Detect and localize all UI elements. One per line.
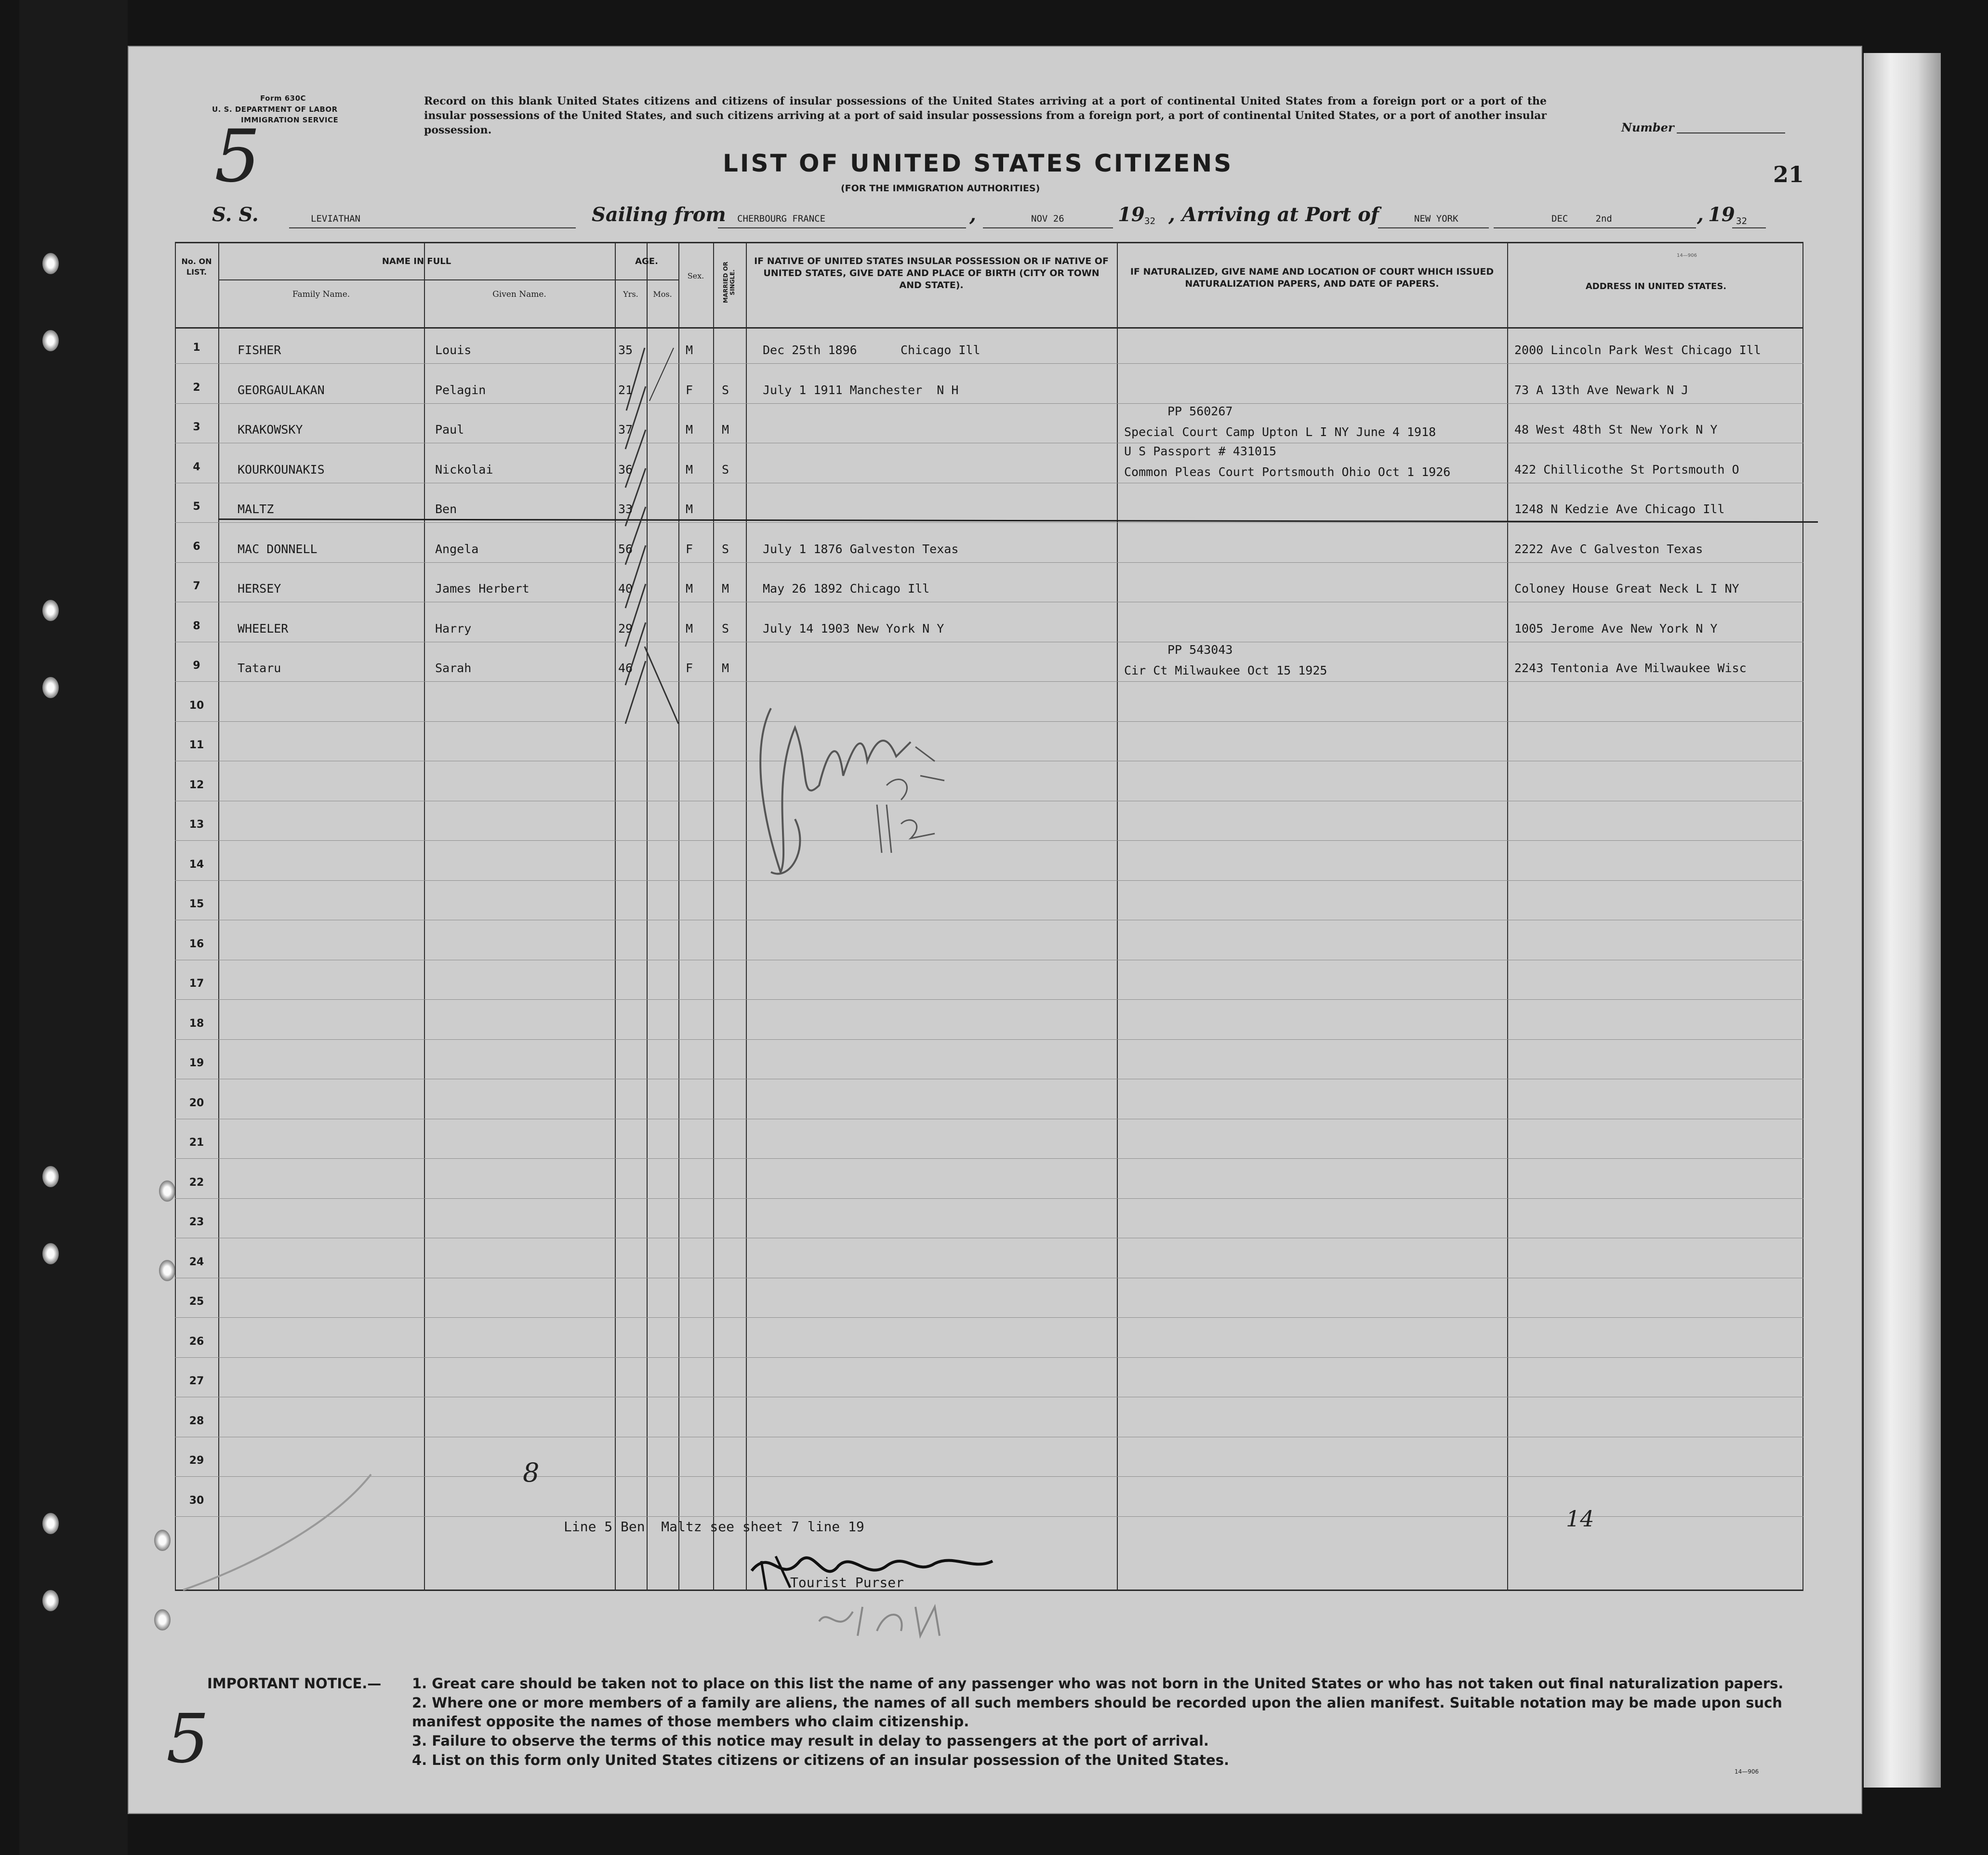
- family-name-cell: Tataru: [238, 661, 281, 675]
- sex-cell: M: [686, 462, 693, 477]
- age-years-cell: 35: [618, 343, 633, 357]
- line-number: 25: [189, 1296, 204, 1308]
- address-cell: 2000 Lincoln Park West Chicago Ill: [1514, 343, 1761, 357]
- ruled-line: [175, 522, 1803, 523]
- binder-hole: [159, 1260, 175, 1281]
- binder-hole: [42, 1243, 59, 1264]
- age-years-cell: 56: [618, 542, 633, 556]
- notice-item-2: 2. Where one or more members of a family are aliens, the names of all such members should be recorded upon the alien manifest. Suitable notation may be made upon such manifest opposite the names of those members who claim citizenship.: [412, 1695, 1782, 1730]
- handwritten-fourteen: 14: [1566, 1506, 1594, 1532]
- line-number: 17: [189, 978, 204, 990]
- number-line: [1677, 132, 1785, 133]
- given-name-cell: James Herbert: [435, 582, 530, 596]
- ruled-line: [175, 721, 1803, 722]
- address-cell: 2222 Ave C Galveston Texas: [1514, 542, 1703, 556]
- sex-cell: M: [686, 423, 693, 437]
- table-top-border: [175, 242, 1803, 243]
- header-address: ADDRESS IN UNITED STATES.: [1585, 281, 1727, 292]
- departure-line: [718, 227, 966, 228]
- address-cell: 73 A 13th Ave Newark N J: [1514, 383, 1689, 397]
- age-years-cell: 37: [618, 423, 633, 437]
- col-border: [713, 242, 714, 1591]
- ship-line: [289, 227, 576, 228]
- line-number: 8: [193, 620, 200, 632]
- birth-info-cell: July 14 1903 New York N Y: [763, 621, 944, 636]
- arrival-year-line: [1732, 227, 1766, 228]
- family-name-cell: GEORGAULAKAN: [238, 383, 325, 397]
- comma-sep: ,: [969, 203, 976, 226]
- line-number: 12: [189, 779, 204, 791]
- ruled-line: [175, 562, 1803, 563]
- arriving-label: , Arriving at Port of: [1168, 203, 1379, 226]
- ruled-line: [175, 840, 1803, 841]
- sheet-number: 21: [1773, 161, 1804, 187]
- line-number: 7: [193, 580, 200, 592]
- departure-port: CHERBOURG FRANCE: [737, 213, 826, 224]
- header-naturalized: IF NATURALIZED, GIVE NAME AND LOCATION OF COURT WHICH ISSUED NATURALIZATION PAPERS, AND DATE OF PAPERS.: [1130, 266, 1494, 289]
- naturalization-cell: Special Court Camp Upton L I NY June 4 1918: [1124, 425, 1436, 439]
- birth-info-cell: Dec 25th 1896 Chicago Ill: [763, 343, 981, 357]
- page-title: LIST OF UNITED STATES CITIZENS: [723, 149, 1233, 177]
- line-number: 23: [189, 1216, 204, 1228]
- line-number: 1: [193, 342, 200, 354]
- header-no: No. ON LIST.: [181, 257, 212, 277]
- header-given-name: Given Name.: [492, 290, 546, 299]
- binder-hole: [159, 1180, 175, 1202]
- given-name-cell: Sarah: [435, 661, 472, 675]
- binder-hole: [42, 330, 59, 351]
- given-name-cell: Nickolai: [435, 462, 493, 477]
- address-cell: 422 Chillicothe St Portsmouth O: [1514, 462, 1739, 477]
- binder-hole: [42, 1166, 59, 1187]
- passport-number-cell: U S Passport # 431015: [1124, 444, 1277, 458]
- arrival-port-line: [1378, 227, 1489, 228]
- ss-label: S. S.: [212, 203, 259, 226]
- ruled-line: [175, 1476, 1803, 1477]
- col-border: [1117, 242, 1118, 1591]
- header-married: MARRIED OR SINGLE.: [722, 262, 736, 303]
- service: IMMIGRATION SERVICE: [241, 116, 339, 124]
- line-number: 2: [193, 381, 200, 394]
- family-name-cell: KOURKOUNAKIS: [238, 462, 325, 477]
- line-number: 21: [189, 1137, 204, 1149]
- ruled-line: [175, 1516, 1803, 1517]
- binder-hole: [42, 1590, 59, 1611]
- line-number: 14: [189, 858, 204, 871]
- given-name-cell: Louis: [435, 343, 472, 357]
- family-name-cell: FISHER: [238, 343, 281, 357]
- line-number: 6: [193, 540, 200, 553]
- arrival-date-line: [1494, 227, 1696, 228]
- marital-status-cell: M: [722, 582, 729, 596]
- notice-item-4: 4. List on this form only United States citizens or citizens of an insular possession of the United States.: [412, 1752, 1229, 1768]
- family-name-cell: MALTZ: [238, 502, 274, 516]
- ruled-line: [175, 1158, 1803, 1159]
- line-number: 20: [189, 1097, 204, 1109]
- arrival-port: NEW YORK: [1414, 213, 1458, 224]
- naturalization-cell: Common Pleas Court Portsmouth Ohio Oct 1 1926: [1124, 464, 1451, 479]
- printer-mark: 14—906: [1677, 253, 1697, 258]
- comma-sep-2: ,: [1697, 203, 1704, 226]
- col-border: [1802, 242, 1803, 1591]
- age-subheader-line: [615, 279, 678, 280]
- naturalization-cell: Cir Ct Milwaukee Oct 15 1925: [1124, 663, 1327, 677]
- ruled-line: [175, 363, 1803, 364]
- ruled-line: [175, 1317, 1803, 1318]
- ruled-line: [175, 403, 1803, 404]
- ruled-line: [175, 1039, 1803, 1040]
- instruction-text: Record on this blank United States citizens and citizens of insular possessions of the United States arriving at a port of continental United States from a foreign port or a port of the insular possessions of the United States, and such citizens arriving at a port of said insular possessions from a foreign port, a port of continental United States, or a port of another insular possession.: [424, 95, 1547, 136]
- notice-item-1: 1. Great care should be taken not to place on this list the name of any passenger who was not born in the United States or who has not taken out final naturalization papers.: [412, 1675, 1784, 1692]
- line-number: 16: [189, 938, 204, 950]
- name-subheader-line: [218, 279, 615, 280]
- age-years-cell: 36: [618, 462, 633, 477]
- family-name-cell: WHEELER: [238, 621, 289, 636]
- binder-hole: [42, 677, 59, 698]
- header-name-in-full: NAME IN FULL: [382, 256, 451, 266]
- header-mos: Mos.: [653, 290, 672, 299]
- notice-item-3: 3. Failure to observe the terms of this notice may result in delay to passengers at the port of arrival.: [412, 1733, 1209, 1749]
- header-yrs: Yrs.: [623, 290, 638, 299]
- address-cell: 2243 Tentonia Ave Milwaukee Wisc: [1514, 661, 1747, 675]
- form-number: Form 630C: [260, 94, 306, 103]
- marital-status-cell: S: [722, 462, 729, 477]
- passenger-table: [175, 242, 1803, 1591]
- header-bottom-border: [175, 327, 1803, 329]
- number-label: Number: [1621, 120, 1674, 134]
- ruled-line: [175, 1357, 1803, 1358]
- binder-hole: [42, 1513, 59, 1534]
- line-number: 5: [193, 501, 200, 513]
- line-number: 19: [189, 1057, 204, 1069]
- header-age: AGE.: [635, 256, 658, 266]
- page-stack-edge: [1864, 53, 1941, 1788]
- line-number: 11: [189, 739, 204, 751]
- ruled-line: [175, 681, 1803, 682]
- purser-title: Tourist Purser: [790, 1575, 904, 1590]
- line-number: 3: [193, 421, 200, 433]
- line-number: 26: [189, 1335, 204, 1348]
- footer-code: 14—906: [1735, 1768, 1759, 1775]
- sex-cell: M: [686, 343, 693, 357]
- handwritten-eight: 8: [523, 1458, 540, 1488]
- marital-status-cell: M: [722, 661, 729, 675]
- col-border: [1507, 242, 1508, 1591]
- given-name-cell: Ben: [435, 502, 457, 516]
- age-years-cell: 40: [618, 582, 633, 596]
- department: U. S. DEPARTMENT OF LABOR: [212, 105, 338, 114]
- page-subtitle: (FOR THE IMMIGRATION AUTHORITIES): [841, 183, 1040, 194]
- passport-number-cell: PP 560267: [1167, 404, 1233, 418]
- marital-status-cell: S: [722, 383, 729, 397]
- given-name-cell: Pelagin: [435, 383, 486, 397]
- line-number: 22: [189, 1176, 204, 1189]
- header-birth: IF NATIVE OF UNITED STATES INSULAR POSSESSION OR IF NATIVE OF UNITED STATES, GIVE DATE AND PLACE OF BIRTH (CITY OR TOWN AND STATE).: [754, 256, 1109, 291]
- scanner-background-left: [19, 0, 128, 1855]
- sex-cell: F: [686, 383, 693, 397]
- given-name-cell: Paul: [435, 423, 464, 437]
- line-number: 4: [193, 461, 200, 473]
- birth-info-cell: July 1 1876 Galveston Texas: [763, 542, 959, 556]
- arrival-year: 32: [1736, 216, 1747, 226]
- year-prefix-1: 19: [1118, 203, 1145, 226]
- line-number: 30: [189, 1494, 204, 1507]
- col-border: [175, 242, 176, 1591]
- family-name-cell: KRAKOWSKY: [238, 423, 303, 437]
- address-cell: Coloney House Great Neck L I NY: [1514, 582, 1739, 596]
- line-number: 13: [189, 819, 204, 831]
- birth-info-cell: May 26 1892 Chicago Ill: [763, 582, 930, 596]
- departure-year: 32: [1144, 216, 1155, 226]
- birth-info-cell: July 1 1911 Manchester N H: [763, 383, 959, 397]
- line-number: 28: [189, 1415, 204, 1427]
- binder-hole: [42, 253, 59, 274]
- binder-hole: [42, 600, 59, 621]
- line-number: 10: [189, 699, 204, 712]
- marital-status-cell: S: [722, 542, 729, 556]
- age-years-cell: 46: [618, 661, 633, 675]
- address-cell: 1248 N Kedzie Ave Chicago Ill: [1514, 502, 1725, 516]
- given-name-cell: Angela: [435, 542, 479, 556]
- ship-name: LEVIATHAN: [311, 213, 360, 224]
- col-border: [424, 242, 425, 1591]
- important-notice-label: IMPORTANT NOTICE.—: [207, 1675, 382, 1692]
- line-number: 27: [189, 1375, 204, 1387]
- line-number: 29: [189, 1455, 204, 1467]
- given-name-cell: Harry: [435, 621, 472, 636]
- departure-date: NOV 26: [1031, 213, 1064, 224]
- line-number: 9: [193, 660, 200, 672]
- sex-cell: M: [686, 582, 693, 596]
- col-border: [218, 242, 219, 1591]
- line-5-note: Line 5 Ben Maltz see sheet 7 line 19: [564, 1519, 864, 1535]
- departure-date-line: [983, 227, 1113, 228]
- inspector-signature: [742, 689, 964, 891]
- header-family-name: Family Name.: [292, 290, 350, 299]
- age-years-cell: 33: [618, 502, 633, 516]
- handwritten-page-number: 5: [214, 115, 261, 199]
- ruled-line: [175, 880, 1803, 881]
- arrival-date: DEC 2nd: [1551, 213, 1612, 224]
- family-name-cell: MAC DONNELL: [238, 542, 318, 556]
- age-years-cell: 29: [618, 621, 633, 636]
- col-border: [746, 242, 747, 1591]
- family-name-cell: HERSEY: [238, 582, 281, 596]
- sex-cell: M: [686, 502, 693, 516]
- address-cell: 48 West 48th St New York N Y: [1514, 423, 1718, 437]
- binder-hole: [154, 1609, 171, 1630]
- line-number: 18: [189, 1017, 204, 1030]
- line-number: 24: [189, 1256, 204, 1268]
- pencil-stroke: [169, 1470, 385, 1595]
- ruled-line: [175, 1198, 1803, 1199]
- sailing-from-label: Sailing from: [592, 203, 726, 226]
- binder-hole: [154, 1530, 171, 1551]
- address-cell: 1005 Jerome Ave New York N Y: [1514, 621, 1718, 636]
- passport-number-cell: PP 543043: [1167, 643, 1233, 657]
- sex-cell: F: [686, 661, 693, 675]
- header-sex: Sex.: [687, 271, 704, 280]
- marital-status-cell: M: [722, 423, 729, 437]
- marital-status-cell: S: [722, 621, 729, 636]
- year-prefix-2: 19: [1708, 203, 1735, 226]
- ruled-line: [175, 999, 1803, 1000]
- purser-initials: [809, 1592, 973, 1641]
- age-years-cell: 21: [618, 383, 633, 397]
- sex-cell: F: [686, 542, 693, 556]
- line-number: 15: [189, 898, 204, 910]
- sex-cell: M: [686, 621, 693, 636]
- handwritten-five-bottom: 5: [166, 1700, 210, 1778]
